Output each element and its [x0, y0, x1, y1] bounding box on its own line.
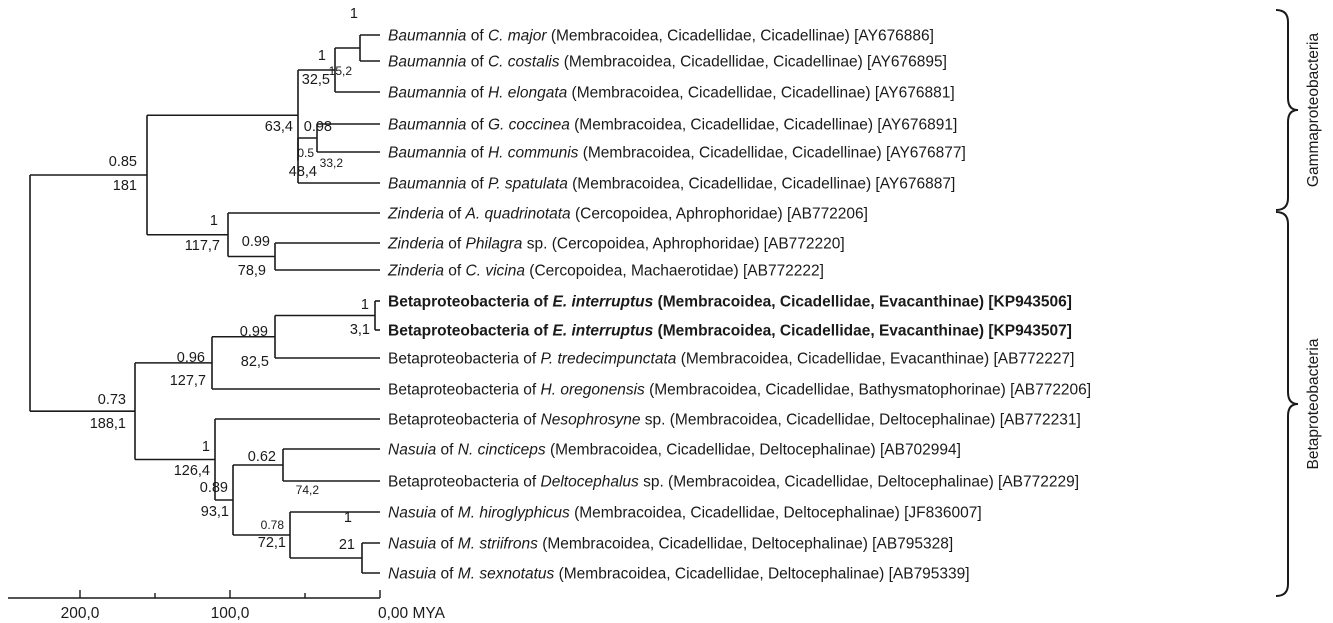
axis-tick-label: 100,0 — [210, 605, 250, 622]
node-age: 93,1 — [200, 504, 229, 520]
leaf-of: of — [518, 411, 541, 429]
leaf-genus: Nasuia — [388, 565, 437, 583]
leaf-species: E. interruptus — [552, 322, 654, 340]
leaf-species: H. oregonensis — [540, 381, 645, 399]
axis-tick-label: 0,00 MYA — [378, 605, 445, 622]
leaf-species: C. vicina — [465, 262, 525, 280]
leaf-label — [388, 474, 1079, 491]
leaf-of: of — [444, 235, 466, 253]
leaf-genus: Betaproteobacteria — [388, 293, 530, 311]
leaf-species: G. coccinea — [487, 116, 570, 134]
node-age: 82,5 — [240, 354, 269, 370]
node-age: 74,2 — [295, 483, 319, 497]
leaf-of: of — [466, 116, 488, 134]
leaf-species: Nesophrosyne — [540, 411, 641, 429]
leaf-of: of — [466, 144, 488, 162]
node-age: 78,9 — [237, 263, 266, 279]
node-labels — [90, 6, 370, 553]
leaf-of: of — [529, 293, 553, 311]
leaf-species: Deltocephalus — [540, 473, 639, 491]
time-axis — [8, 590, 446, 622]
node-support: 1 — [349, 6, 358, 22]
leaf-of: of — [444, 262, 466, 280]
leaf-of: of — [518, 473, 541, 491]
node-age: 126,4 — [173, 463, 210, 479]
leaf-label — [388, 351, 1074, 368]
node-support: 0.89 — [199, 480, 228, 496]
leaf-genus: Baumannia — [388, 27, 467, 45]
leaf-genus: Nasuia — [388, 504, 437, 522]
leaf-of: of — [436, 535, 458, 553]
leaf-genus: Baumannia — [388, 53, 467, 71]
axis-tick-label: 200,0 — [60, 605, 100, 622]
leaf-label — [387, 236, 845, 253]
leaf-species: H. elongata — [487, 84, 568, 102]
leaf-of: of — [529, 322, 553, 340]
leaf-rest: sp. (Membracoidea, Cicadellidae, Deltocephalinae) [AB772231] — [640, 411, 1081, 429]
leaf-species: A. quadrinotata — [465, 205, 571, 223]
node-age: 3,1 — [349, 322, 370, 338]
leaf-label — [388, 145, 966, 162]
node-age: 181 — [112, 178, 137, 194]
leaf-genus: Baumannia — [388, 175, 467, 193]
leaf-species: P. tredecimpunctata — [540, 350, 677, 368]
leaf-label — [388, 117, 957, 134]
leaf-rest: (Membracoidea, Cicadellidae, Cicadellinae) [AY676877] — [578, 144, 966, 162]
leaf-of: of — [436, 441, 458, 459]
leaf-rest: (Membracoidea, Cicadellidae, Bathysmatophorinae) [AB772206] — [644, 381, 1092, 399]
node-support: 0.5 — [297, 146, 314, 160]
leaf-genus: Betaproteobacteria — [388, 473, 519, 491]
leaf-label — [388, 412, 1081, 429]
leaf-label — [388, 294, 1072, 311]
node-age: 21 — [338, 537, 355, 553]
leaf-species: M. sexnotatus — [457, 565, 555, 583]
leaf-label — [388, 536, 953, 553]
leaf-rest: (Membracoidea, Cicadellidae, Deltocephalinae) [AB795339] — [554, 565, 970, 583]
node-support: 1 — [343, 510, 352, 526]
leaf-rest: (Membracoidea, Cicadellidae, Cicadellinae) [AY676886] — [546, 27, 934, 45]
leaf-rest: (Membracoidea, Cicadellidae, Deltocephalinae) [AB795328] — [537, 535, 954, 553]
leaf-of: of — [436, 565, 458, 583]
leaf-rest: sp. (Membracoidea, Cicadellidae, Deltocephalinae) [AB772229] — [638, 473, 1080, 491]
leaf-rest: (Membracoidea, Cicadellidae, Cicadellinae) [AY676887] — [567, 175, 956, 193]
node-support: 0.73 — [97, 392, 126, 408]
leaf-species: M. hiroglyphicus — [457, 504, 570, 522]
node-support: 0.62 — [247, 449, 276, 465]
leaf-of: of — [518, 350, 541, 368]
leaf-of: of — [466, 27, 488, 45]
node-support: 0.98 — [303, 119, 332, 135]
node-age: 117,7 — [184, 238, 220, 254]
leaf-rest: (Membracoidea, Cicadellidae, Evacanthinae) [KP943507] — [653, 322, 1072, 340]
node-support: 1 — [209, 213, 218, 229]
node-age: 127,7 — [169, 373, 206, 389]
leaf-rest: sp. (Cercopoidea, Aphrophoridae) [AB772220] — [522, 235, 845, 253]
leaf-genus: Baumannia — [388, 84, 467, 102]
leaf-label — [388, 28, 934, 45]
leaf-of: of — [436, 504, 458, 522]
node-support: 0.99 — [239, 324, 268, 340]
group-brace — [1276, 10, 1298, 210]
leaf-label — [387, 263, 824, 280]
leaf-genus: Baumannia — [388, 144, 467, 162]
group-label: Betaproteobacteria — [1305, 338, 1322, 470]
node-support: 0.78 — [260, 518, 284, 532]
node-age: 72,1 — [257, 535, 286, 551]
leaf-genus: Zinderia — [388, 262, 444, 280]
leaf-genus: Betaproteobacteria — [388, 350, 519, 368]
node-age: 32,5 — [301, 72, 330, 88]
leaf-labels — [387, 28, 1091, 583]
node-age: 48,4 — [288, 164, 317, 180]
leaf-species: Philagra — [465, 235, 523, 253]
leaf-rest: (Membracoidea, Cicadellidae, Evacanthinae) [KP943506] — [653, 293, 1072, 311]
leaf-rest: (Membracoidea, Cicadellidae, Evacanthinae) [AB772227] — [676, 350, 1075, 368]
leaf-of: of — [466, 84, 488, 102]
node-support: 1 — [201, 439, 210, 455]
node-age: 33,2 — [319, 156, 343, 170]
node-age: 188,1 — [89, 416, 126, 432]
leaf-label — [388, 566, 970, 583]
leaf-label — [388, 85, 955, 102]
leaf-rest: (Membracoidea, Cicadellidae, Deltocephalinae) [JF836007] — [569, 504, 982, 522]
leaf-rest: (Membracoidea, Cicadellidae, Cicadellinae) [AY676881] — [567, 84, 955, 102]
leaf-genus: Zinderia — [388, 205, 444, 223]
node-support: 0.99 — [241, 234, 270, 250]
leaf-of: of — [466, 53, 488, 71]
leaf-species: N. cincticeps — [457, 441, 546, 459]
leaf-label — [388, 323, 1072, 340]
leaf-genus: Nasuia — [388, 441, 437, 459]
leaf-rest: (Membracoidea, Cicadellidae, Deltocephalinae) [AB702994] — [545, 441, 961, 459]
leaf-of: of — [444, 205, 466, 223]
node-age: 15,2 — [328, 64, 352, 78]
leaf-rest: (Membracoidea, Cicadellidae, Cicadellinae) [AY676895] — [559, 53, 947, 71]
leaf-label — [388, 505, 982, 522]
leaf-label — [388, 176, 955, 193]
group-brackets — [1276, 10, 1322, 596]
leaf-genus: Betaproteobacteria — [388, 411, 519, 429]
leaf-species: C. costalis — [487, 53, 560, 71]
leaf-species: P. spatulata — [487, 175, 568, 193]
leaf-label — [388, 54, 947, 71]
node-support: 1 — [360, 297, 369, 313]
leaf-label — [387, 206, 868, 223]
leaf-genus: Betaproteobacteria — [388, 381, 519, 399]
leaf-genus: Betaproteobacteria — [388, 322, 530, 340]
leaf-species: C. major — [487, 27, 547, 45]
leaf-genus: Zinderia — [388, 235, 444, 253]
leaf-genus: Baumannia — [388, 116, 467, 134]
group-brace — [1276, 212, 1298, 596]
node-support: 0.96 — [176, 350, 205, 366]
node-support: 1 — [317, 48, 326, 64]
leaf-species: E. interruptus — [552, 293, 654, 311]
node-age: 63,4 — [264, 119, 293, 135]
leaf-rest: (Membracoidea, Cicadellidae, Cicadellinae) [AY676891] — [569, 116, 958, 134]
leaf-of: of — [518, 381, 541, 399]
leaf-label — [388, 382, 1091, 399]
leaf-genus: Nasuia — [388, 535, 437, 553]
leaf-label — [388, 442, 961, 459]
leaf-rest: (Cercopoidea, Machaerotidae) [AB772222] — [524, 262, 824, 280]
leaf-rest: (Cercopoidea, Aphrophoridae) [AB772206] — [570, 205, 868, 223]
node-support: 0.85 — [108, 154, 137, 170]
group-label: Gammaproteobacteria — [1305, 32, 1322, 188]
leaf-species: M. striifrons — [457, 535, 538, 553]
leaf-species: H. communis — [487, 144, 579, 162]
leaf-of: of — [466, 175, 488, 193]
